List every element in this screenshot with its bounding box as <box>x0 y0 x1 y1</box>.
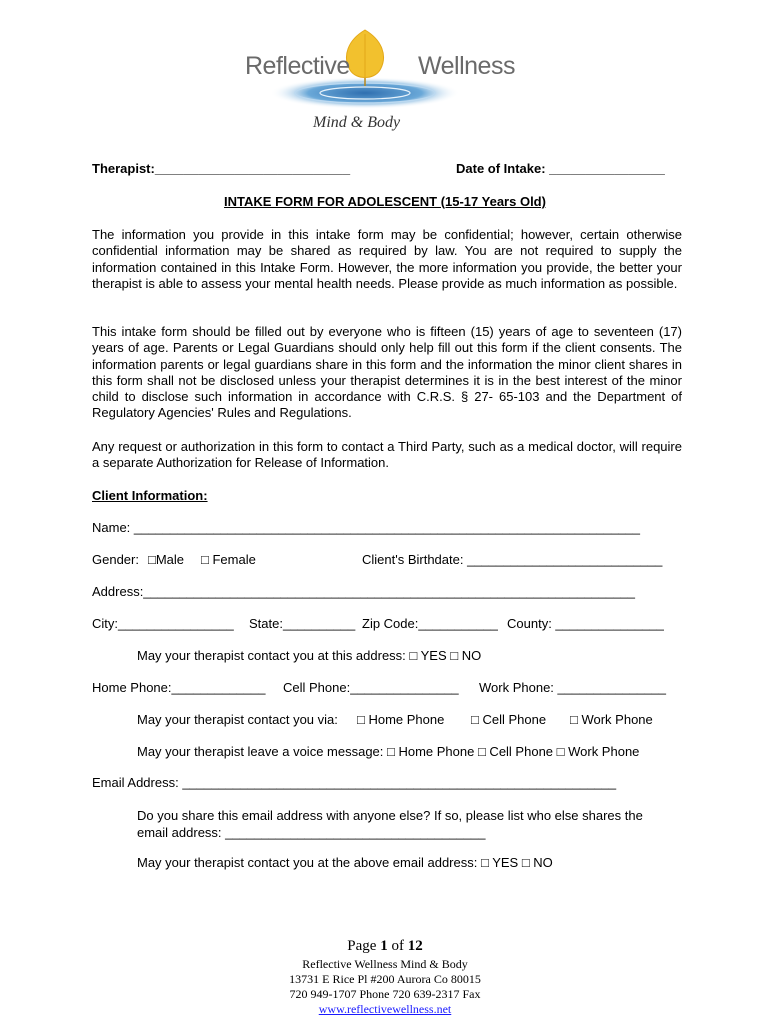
logo <box>230 18 530 143</box>
form-title: INTAKE FORM FOR ADOLESCENT (15-17 Years Old) <box>224 194 546 209</box>
page-prefix: Page <box>347 938 381 954</box>
footer-address: 13731 E Rice Pl #200 Aurora Co 80015 <box>289 972 481 986</box>
gender-label: Gender: <box>92 552 139 567</box>
page-total: 12 <box>407 938 423 954</box>
page-current: 1 <box>380 938 388 954</box>
city-field[interactable]: City:________________ <box>92 616 234 631</box>
voice-message-question[interactable]: May your therapist leave a voice message: □ Home Phone □ Cell Phone □ Work Phone <box>137 744 640 759</box>
share-email-question: Do you share this email address with anyone else? If so, please list who else shares the <box>137 808 643 823</box>
brand-tagline: Mind & Body <box>313 114 401 131</box>
email-field[interactable]: Email Address: ____________________________________________________________ <box>92 775 617 790</box>
share-email-field[interactable]: email address: ____________________________________ <box>137 825 486 840</box>
zip-code-field[interactable]: Zip Code:___________ <box>362 616 498 631</box>
contact-via-work-checkbox[interactable]: □ Work Phone <box>570 712 653 727</box>
date-of-intake-field[interactable]: Date of Intake: ________________ <box>456 161 665 176</box>
home-phone-field[interactable]: Home Phone:_____________ <box>92 680 266 695</box>
page-number <box>0 938 770 955</box>
work-phone-field[interactable]: Work Phone: _______________ <box>479 680 666 695</box>
name-field[interactable]: Name: ______________________________________________________________________ <box>92 520 640 535</box>
contact-via-label: May your therapist contact you via: <box>137 712 338 727</box>
intro-paragraph: The information you provide in this intake form may be confidential; however, certain otherwise confidential information may be shared as required by law. You are not required to supply the information contained in this Intake Form. However, the more information you provide, the better your therapist is able to assess your mental health needs. Please provide as much information as possible. <box>92 227 682 291</box>
brand-name-left: Reflective <box>245 52 350 80</box>
third-party-paragraph: Any request or authorization in this form to contact a Third Party, such as a medical doctor, will require a separate Authorization for Release of Information. <box>92 439 682 471</box>
footer-phone: 720 949-1707 Phone 720 639-2317 Fax <box>289 987 481 1001</box>
contact-via-cell-checkbox[interactable]: □ Cell Phone <box>471 712 547 727</box>
website-link[interactable]: www.reflectivewellness.net <box>318 1002 452 1016</box>
therapist-field[interactable]: Therapist:___________________________ <box>92 161 351 176</box>
address-field[interactable]: Address:____________________________________________________________________ <box>92 584 635 599</box>
county-field[interactable]: County: _______________ <box>507 616 664 631</box>
cell-phone-field[interactable]: Cell Phone:_______________ <box>283 680 459 695</box>
contact-address-question[interactable]: May your therapist contact you at this address: □ YES □ NO <box>137 648 482 663</box>
footer-org: Reflective Wellness Mind & Body <box>302 957 468 971</box>
client-info-heading: Client Information: <box>92 488 208 503</box>
footer-website-row <box>0 1002 770 1017</box>
birthdate-field[interactable]: Client's Birthdate: ___________________________ <box>362 552 663 567</box>
brand-name-right: Wellness <box>418 52 515 80</box>
state-field[interactable]: State:__________ <box>249 616 356 631</box>
contact-email-question[interactable]: May your therapist contact you at the above email address: □ YES □ NO <box>137 855 553 870</box>
contact-via-home-checkbox[interactable]: □ Home Phone <box>357 712 445 727</box>
page-of: of <box>387 938 408 954</box>
age-paragraph: This intake form should be filled out by everyone who is fifteen (15) years of age to seventeen (17) years of age. Parents or Legal Guardians should only help fill out this form if the client consents. The information parents or legal guardians share in this form and the information the minor client shares in this form shall not be disclosed unless your therapist determines it is in the best interest of the minor child to disclose such information in accordance with C.R.S. § 27- 65-103 and the Department of Regulatory Agencies' Rules and Regulations. <box>92 324 682 421</box>
gender-male-checkbox[interactable]: □Male <box>148 552 185 567</box>
gender-female-checkbox[interactable]: □ Female <box>201 552 256 567</box>
